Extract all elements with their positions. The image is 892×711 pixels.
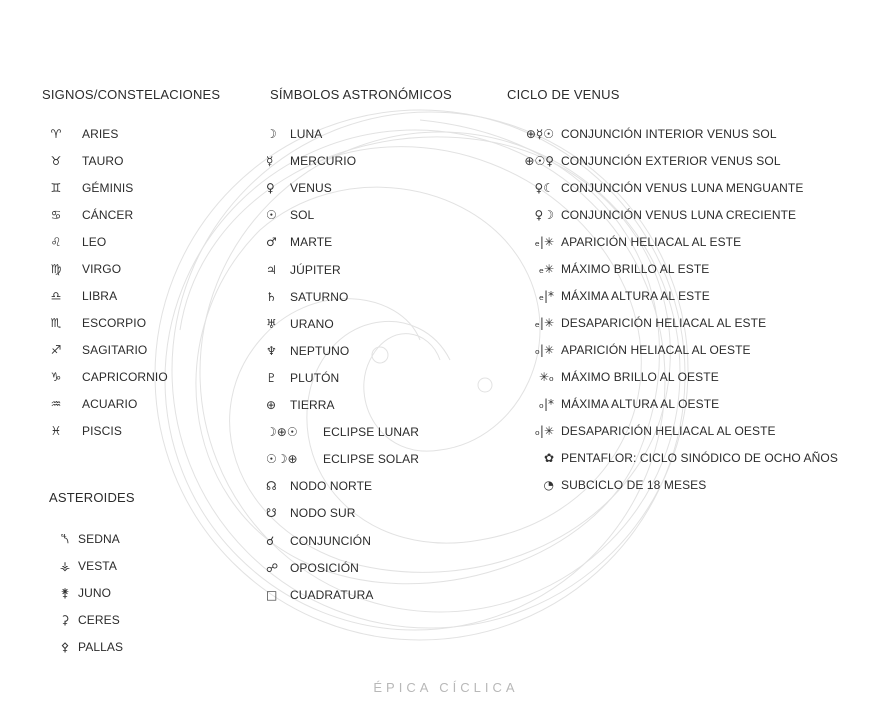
legend-label: NODO SUR bbox=[290, 506, 356, 521]
pallas-icon: ⚴ bbox=[60, 640, 70, 654]
sagittarius-icon: ♐︎ bbox=[50, 343, 62, 357]
legend-label: ECLIPSE LUNAR bbox=[323, 425, 419, 440]
legend-label: ARIES bbox=[82, 127, 119, 141]
legend-label: OPOSICIÓN bbox=[290, 560, 359, 575]
legend-label: JUNO bbox=[78, 586, 112, 600]
legend-label: ACUARIO bbox=[82, 397, 138, 411]
footer-brand: ÉPICA CÍCLICA bbox=[373, 680, 519, 695]
asteroids-heading: ASTEROIDES bbox=[49, 490, 135, 505]
legend-label: TAURO bbox=[82, 154, 124, 168]
opposition-icon: ☍ bbox=[266, 560, 279, 575]
legend-label: CONJUNCIÓN INTERIOR VENUS SOL bbox=[561, 127, 777, 141]
venus-waning-moon-icon: ♀☾ bbox=[534, 181, 554, 195]
legend-label: CONJUNCIÓN VENUS LUNA CRECIENTE bbox=[561, 208, 797, 222]
heliacal-setting-west-icon: ₒ|✳ bbox=[534, 424, 554, 438]
subcycle-icon: ◔ bbox=[543, 478, 554, 492]
earth-icon: ⊕ bbox=[266, 398, 277, 412]
legend-label: DESAPARICIÓN HELIACAL AL ESTE bbox=[561, 316, 767, 330]
moon-icon: ☽ bbox=[266, 127, 277, 141]
legend-label: SOL bbox=[290, 208, 315, 223]
max-brightness-east-icon: ₑ✳ bbox=[538, 262, 554, 276]
legend-label: LEO bbox=[82, 235, 107, 249]
venus-heading: CICLO DE VENUS bbox=[507, 87, 620, 102]
legend-label: PALLAS bbox=[78, 640, 124, 654]
venus-waxing-moon-icon: ♀☽ bbox=[534, 208, 554, 222]
venus-icon: ♀ bbox=[266, 181, 275, 196]
vesta-icon: ⚶ bbox=[59, 559, 71, 573]
leo-icon: ♌︎ bbox=[50, 235, 62, 249]
juno-icon: ⚵ bbox=[60, 586, 70, 600]
legend-label: GÉMINIS bbox=[82, 181, 134, 195]
mars-icon: ♂ bbox=[266, 235, 277, 250]
uranus-icon: ♅ bbox=[266, 316, 277, 331]
heliacal-rising-west-icon: ₒ|✳ bbox=[534, 343, 554, 357]
legend-row bbox=[0, 505, 356, 521]
neptune-icon: ♆ bbox=[266, 343, 277, 358]
north-node-icon: ☊ bbox=[266, 479, 277, 494]
heliacal-setting-east-icon: ₑ|✳ bbox=[534, 316, 554, 330]
max-brightness-west-icon: ✳ₒ bbox=[538, 370, 554, 384]
legend-label: TIERRA bbox=[290, 398, 335, 412]
legend-label: SEDNA bbox=[78, 532, 120, 546]
gemini-icon: ♊︎ bbox=[50, 181, 62, 195]
legend-label: CÁNCER bbox=[82, 208, 134, 222]
legend-label: JÚPITER bbox=[290, 262, 341, 277]
legend-label: CONJUNCIÓN VENUS LUNA MENGUANTE bbox=[561, 181, 804, 195]
max-altitude-east-icon: ₑ|* bbox=[538, 289, 554, 303]
capricorn-icon: ♑︎ bbox=[50, 370, 62, 384]
aries-icon: ♈︎ bbox=[50, 127, 62, 141]
astro-heading: SÍMBOLOS ASTRONÓMICOS bbox=[270, 87, 452, 102]
solar-eclipse-icon: ☉☽⊕ bbox=[266, 452, 298, 467]
legend-row bbox=[0, 639, 124, 655]
taurus-icon: ♉︎ bbox=[50, 154, 62, 168]
legend-label: MÁXIMA ALTURA AL OESTE bbox=[561, 397, 720, 411]
virgo-icon: ♍︎ bbox=[50, 262, 62, 276]
legend-label: CONJUNCIÓN bbox=[290, 533, 371, 548]
legend-label: VENUS bbox=[290, 181, 332, 196]
ceres-icon: ⚳ bbox=[60, 613, 70, 627]
sun-icon: ☉ bbox=[266, 208, 277, 223]
legend-label: SAGITARIO bbox=[82, 343, 148, 357]
jupiter-icon: ♃ bbox=[266, 262, 277, 277]
heliacal-rising-east-icon: ₑ|✳ bbox=[534, 235, 554, 249]
legend-label: URANO bbox=[290, 316, 334, 331]
legend-label: CAPRICORNIO bbox=[82, 370, 168, 384]
libra-icon: ♎︎ bbox=[50, 289, 62, 303]
legend-label: SUBCICLO DE 18 MESES bbox=[561, 478, 707, 492]
mercury-icon: ☿ bbox=[266, 154, 274, 169]
saturn-icon: ♄ bbox=[266, 289, 277, 304]
legend-label: VESTA bbox=[78, 559, 117, 573]
legend-label: PENTAFLOR: CICLO SINÓDICO DE OCHO AÑOS bbox=[561, 451, 838, 465]
aquarius-icon: ♒︎ bbox=[50, 397, 62, 411]
legend-label: PLUTÓN bbox=[290, 370, 340, 385]
superior-conjunction-icon: ⊕☉♀ bbox=[524, 154, 554, 168]
legend-label: DESAPARICIÓN HELIACAL AL OESTE bbox=[561, 424, 776, 438]
legend-label: ESCORPIO bbox=[82, 316, 147, 330]
legend-label: CUADRATURA bbox=[290, 587, 374, 602]
legend-label: ECLIPSE SOLAR bbox=[323, 452, 420, 467]
sedna-icon: ⯲ bbox=[60, 532, 70, 546]
lunar-eclipse-icon: ☽⊕☉ bbox=[266, 425, 298, 440]
pentaflower-icon: ✿ bbox=[543, 451, 554, 465]
legend-label: PISCIS bbox=[82, 424, 122, 438]
legend-row bbox=[0, 612, 120, 628]
legend-label: APARICIÓN HELIACAL AL OESTE bbox=[561, 343, 751, 357]
signs-heading: SIGNOS/CONSTELACIONES bbox=[42, 87, 221, 102]
legend-label: MERCURIO bbox=[290, 154, 357, 169]
south-node-icon: ☋ bbox=[266, 506, 277, 521]
legend-label: MÁXIMO BRILLO AL ESTE bbox=[561, 262, 710, 276]
pluto-icon: ♇ bbox=[266, 370, 277, 385]
legend-label: CERES bbox=[78, 613, 120, 627]
legend-label: LUNA bbox=[290, 127, 323, 141]
scorpio-icon: ♏︎ bbox=[50, 316, 62, 330]
conjunction-icon: ☌ bbox=[266, 533, 275, 548]
max-altitude-west-icon: ₒ|* bbox=[538, 397, 554, 411]
legend-label: VIRGO bbox=[82, 262, 122, 276]
legend-label: NODO NORTE bbox=[290, 479, 373, 494]
cancer-icon: ♋︎ bbox=[50, 208, 62, 222]
legend-label: LIBRA bbox=[82, 289, 118, 303]
legend-label: SATURNO bbox=[290, 289, 349, 304]
inferior-conjunction-icon: ⊕☿☉ bbox=[525, 127, 554, 141]
legend-label: MÁXIMA ALTURA AL ESTE bbox=[561, 289, 710, 303]
pisces-icon: ♓︎ bbox=[50, 424, 62, 438]
square-icon: □ bbox=[266, 587, 278, 602]
legend-label: CONJUNCIÓN EXTERIOR VENUS SOL bbox=[561, 154, 781, 168]
legend-label: MARTE bbox=[290, 235, 333, 250]
legend-label: MÁXIMO BRILLO AL OESTE bbox=[561, 370, 719, 384]
legend-label: APARICIÓN HELIACAL AL ESTE bbox=[561, 235, 742, 249]
legend-label: NEPTUNO bbox=[290, 343, 350, 358]
